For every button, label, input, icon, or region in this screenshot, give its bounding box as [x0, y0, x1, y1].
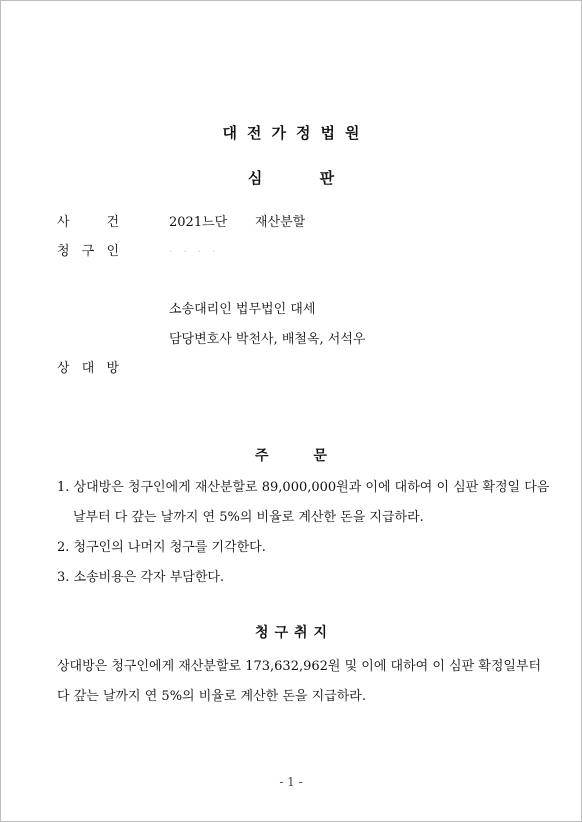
- claim-title: 청구취지: [254, 625, 334, 641]
- case-label-char: 사: [57, 215, 70, 230]
- claimant-name-redacted: · · · ·: [169, 247, 220, 258]
- claimant-agent: 소송대리인 법무법인 대세: [169, 302, 316, 317]
- claimant-label-char: 구: [81, 244, 95, 259]
- page-number: - 1 -: [279, 775, 303, 789]
- respondent-label-char: 대: [81, 361, 95, 376]
- claimant-label-char: 인: [106, 244, 119, 259]
- case-number: 2021느단: [169, 215, 228, 230]
- court-name: 대전가정법원: [222, 124, 370, 142]
- respondent-label-char: 상: [57, 361, 70, 376]
- respondent-label-char: 방: [106, 361, 119, 376]
- claim-line-1: 상대방은 청구인에게 재산분할로 173,632,962원 및 이에 대하여 이 심판 확정일부터: [57, 659, 542, 674]
- order-item-3: 3. 소송비용은 각자 부담한다.: [57, 570, 225, 585]
- order-item-2: 2. 청구인의 나머지 청구를 기각한다.: [57, 540, 266, 555]
- document-type-title: 심 판: [247, 169, 335, 187]
- case-label-char: 건: [106, 215, 119, 230]
- order-item-1: 1. 상대방은 청구인에게 재산분할로 89,000,000원과 이에 대하여 이 심판 확정일 다음: [57, 480, 550, 495]
- order-title: 주 문: [255, 448, 327, 464]
- case-label: [57, 211, 119, 230]
- respondent-label: [57, 357, 119, 376]
- claimant-label: [57, 240, 119, 259]
- case-name: 재산분할: [255, 215, 306, 230]
- claim-line-2: 다 갚는 날까지 연 5%의 비율로 계산한 돈을 지급하라.: [57, 689, 366, 704]
- order-item-1-continued: 날부터 다 갚는 날까지 연 5%의 비율로 계산한 돈을 지급하라.: [73, 510, 424, 525]
- claimant-label-char: 청: [57, 244, 70, 259]
- claimant-lawyers: 담당변호사 박천사, 배철옥, 서석우: [169, 332, 366, 347]
